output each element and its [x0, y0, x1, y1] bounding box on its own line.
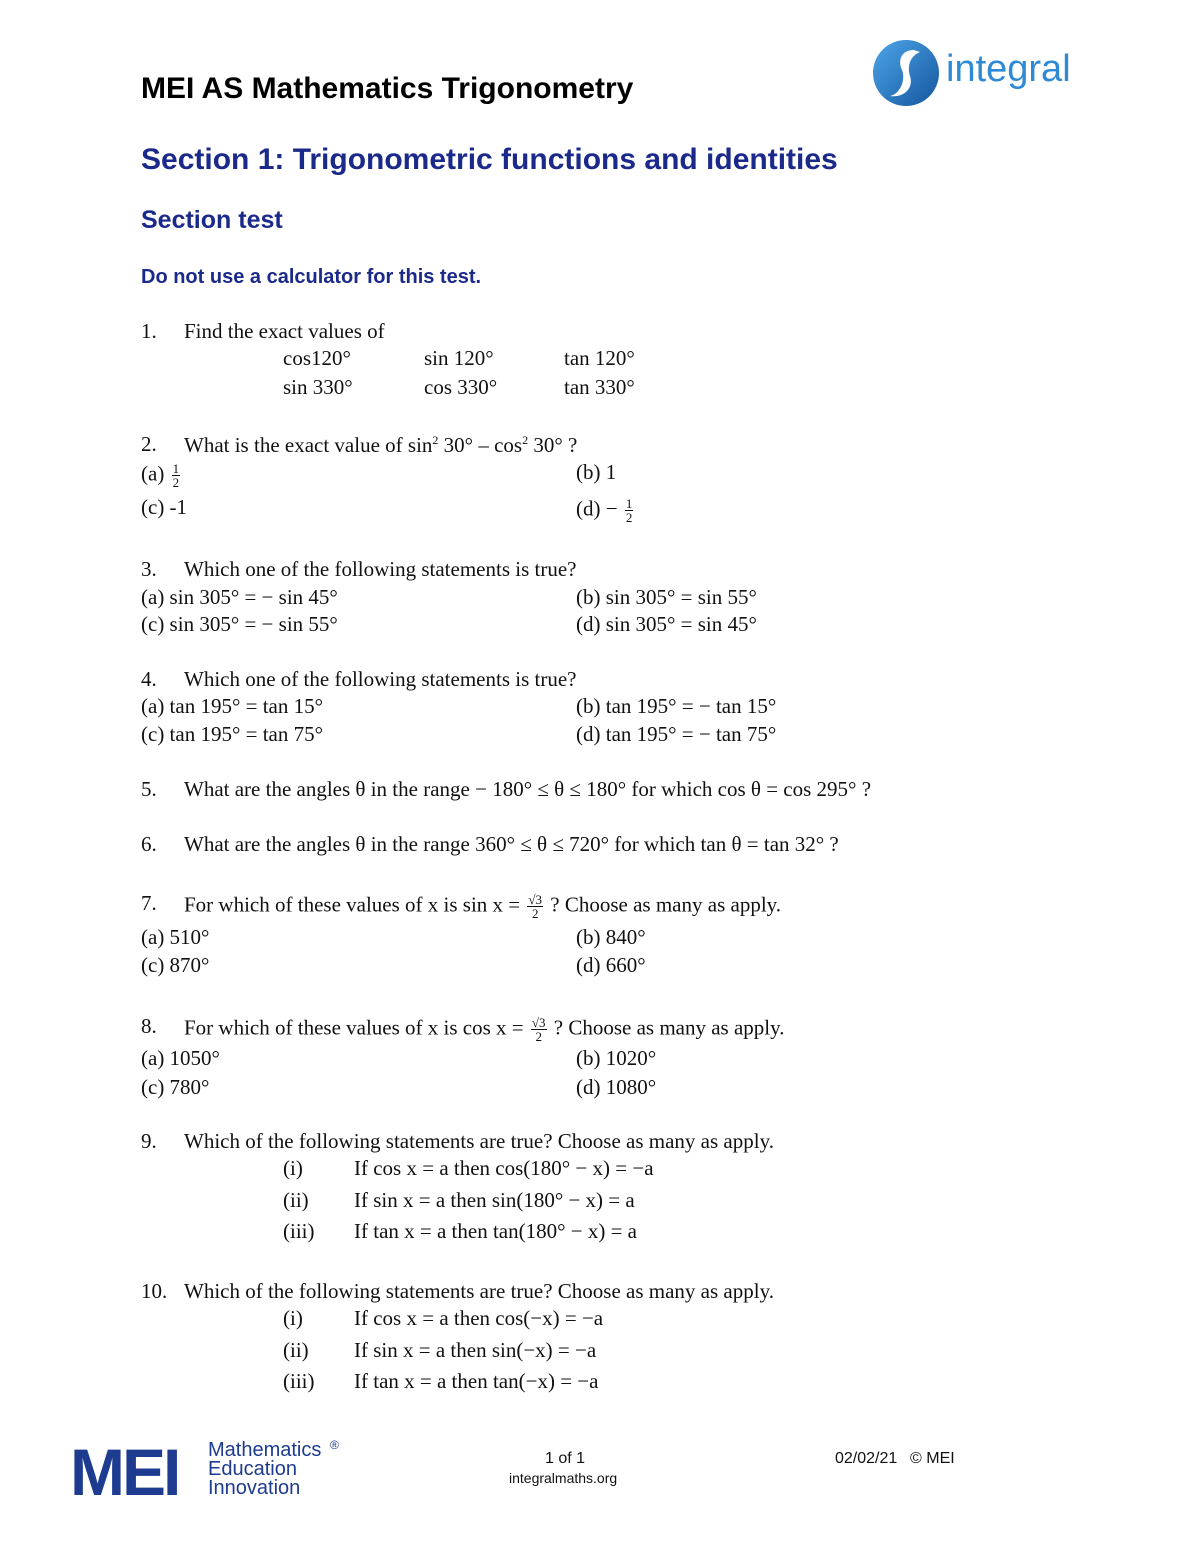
question-10-item-label: (i) — [283, 1306, 303, 1330]
question-7-option-b: (b) 840° — [576, 925, 646, 949]
question-1-value: tan 120° — [564, 346, 635, 370]
question-1-value: sin 120° — [424, 346, 494, 370]
question-2-option-d: (d) − $\frac{1}{2}$ — [576, 496, 633, 525]
question-9-item-label: (iii) — [283, 1219, 315, 1243]
question-3-option-d: (d) sin 305° = sin 45° — [576, 612, 757, 636]
question-9-text: Which of the following statements are true? Choose as many as apply. — [184, 1129, 774, 1153]
question-4-option-c: (c) tan 195° = tan 75° — [141, 722, 324, 746]
question-2-option-c: (c) -1 — [141, 495, 188, 519]
question-6-number: 6. — [141, 832, 157, 856]
question-1-value: cos120° — [283, 346, 351, 370]
mei-logo-registered: ® — [330, 1438, 339, 1452]
question-3-option-c: (c) sin 305° = − sin 55° — [141, 612, 338, 636]
mei-logo-line1: Mathematics — [208, 1439, 322, 1461]
integral-logo-mark-icon — [870, 36, 950, 110]
page-number: 1 of 1 — [545, 1450, 586, 1467]
question-5-text: What are the angles θ in the range − 180° ≤ θ ≤ 180° for which cos θ = cos 295° ? — [184, 777, 872, 801]
question-3-number: 3. — [141, 557, 157, 581]
integral-logo — [870, 36, 1090, 110]
question-2-text: What is the exact value of $\sin^2 30^\circ - \cos^2 30^\circ$ ? — [184, 433, 578, 457]
question-4-option-a: (a) tan 195° = tan 15° — [141, 694, 324, 718]
question-10-number: 10. — [141, 1279, 168, 1303]
question-8-option-c: (c) 780° — [141, 1075, 210, 1099]
question-2-number: 2. — [141, 432, 157, 456]
question-10-item-label: (iii) — [283, 1369, 315, 1393]
question-10-text: Which of the following statements are true? Choose as many as apply. — [184, 1279, 774, 1303]
section-subheading: Section test — [141, 206, 283, 234]
question-1-value: tan 330° — [564, 375, 635, 399]
integral-logo-text: integral — [946, 48, 1071, 90]
question-7-text: For which of these values of x is sin x = $\frac{√3}{2}$ ? Choose as many as apply. — [184, 892, 782, 921]
question-8-text: For which of these values of x is cos x = $\frac{√3}{2}$ ? Choose as many as apply. — [184, 1015, 785, 1044]
question-5-number: 5. — [141, 777, 157, 801]
question-8-option-d: (d) 1080° — [576, 1075, 657, 1099]
question-9-number: 9. — [141, 1129, 157, 1153]
question-8-option-a: (a) 1050° — [141, 1046, 220, 1070]
question-1-value: sin 330° — [283, 375, 353, 399]
mei-logo-line2: Education — [208, 1458, 297, 1480]
footer-copyright: © MEI — [910, 1450, 955, 1467]
question-1-text: Find the exact values of — [184, 319, 385, 343]
question-8-number: 8. — [141, 1014, 157, 1038]
question-4-option-b: (b) tan 195° = − tan 15° — [576, 694, 777, 718]
question-2-option-b: (b) 1 — [576, 460, 617, 484]
question-10-item-text: If cos x = a then cos(−x) = −a — [354, 1306, 604, 1330]
footer-url: integralmaths.org — [509, 1470, 618, 1486]
question-1-number: 1. — [141, 319, 157, 343]
question-4-option-d: (d) tan 195° = − tan 75° — [576, 722, 777, 746]
question-8-option-b: (b) 1020° — [576, 1046, 657, 1070]
question-7-option-c: (c) 870° — [141, 953, 210, 977]
mei-logo-mark: MEI — [70, 1435, 179, 1509]
question-9-item-text: If tan x = a then tan(180° − x) = a — [354, 1219, 638, 1243]
question-4-text: Which one of the following statements is true? — [184, 667, 577, 691]
question-7-option-d: (d) 660° — [576, 953, 646, 977]
question-4-number: 4. — [141, 667, 157, 691]
question-9-item-text: If sin x = a then sin(180° − x) = a — [354, 1188, 635, 1212]
question-9-item-label: (ii) — [283, 1188, 309, 1212]
mei-logo-line3: Innovation — [208, 1477, 301, 1499]
question-7-option-a: (a) 510° — [141, 925, 210, 949]
question-3-text: Which one of the following statements is true? — [184, 557, 577, 581]
question-3-option-a: (a) sin 305° = − sin 45° — [141, 585, 338, 609]
question-10-item-label: (ii) — [283, 1338, 309, 1362]
question-6-text: What are the angles θ in the range 360° ≤ θ ≤ 720° for which tan θ = tan 32° ? — [184, 832, 839, 856]
footer-date: 02/02/21 — [835, 1450, 898, 1467]
question-7-number: 7. — [141, 891, 157, 915]
instruction: Do not use a calculator for this test. — [141, 266, 482, 288]
document-title: MEI AS Mathematics Trigonometry — [141, 72, 634, 105]
question-3-option-b: (b) sin 305° = sin 55° — [576, 585, 757, 609]
question-1-value: cos 330° — [424, 375, 498, 399]
question-2-option-a: (a) $\frac{1}{2}$ — [141, 461, 180, 490]
mei-logo — [70, 1435, 370, 1509]
question-10-item-text: If sin x = a then sin(−x) = −a — [354, 1338, 597, 1362]
question-9-item-text: If cos x = a then cos(180° − x) = −a — [354, 1156, 654, 1180]
question-10-item-text: If tan x = a then tan(−x) = −a — [354, 1369, 599, 1393]
question-9-item-label: (i) — [283, 1156, 303, 1180]
section-heading: Section 1: Trigonometric functions and identities — [141, 143, 838, 176]
